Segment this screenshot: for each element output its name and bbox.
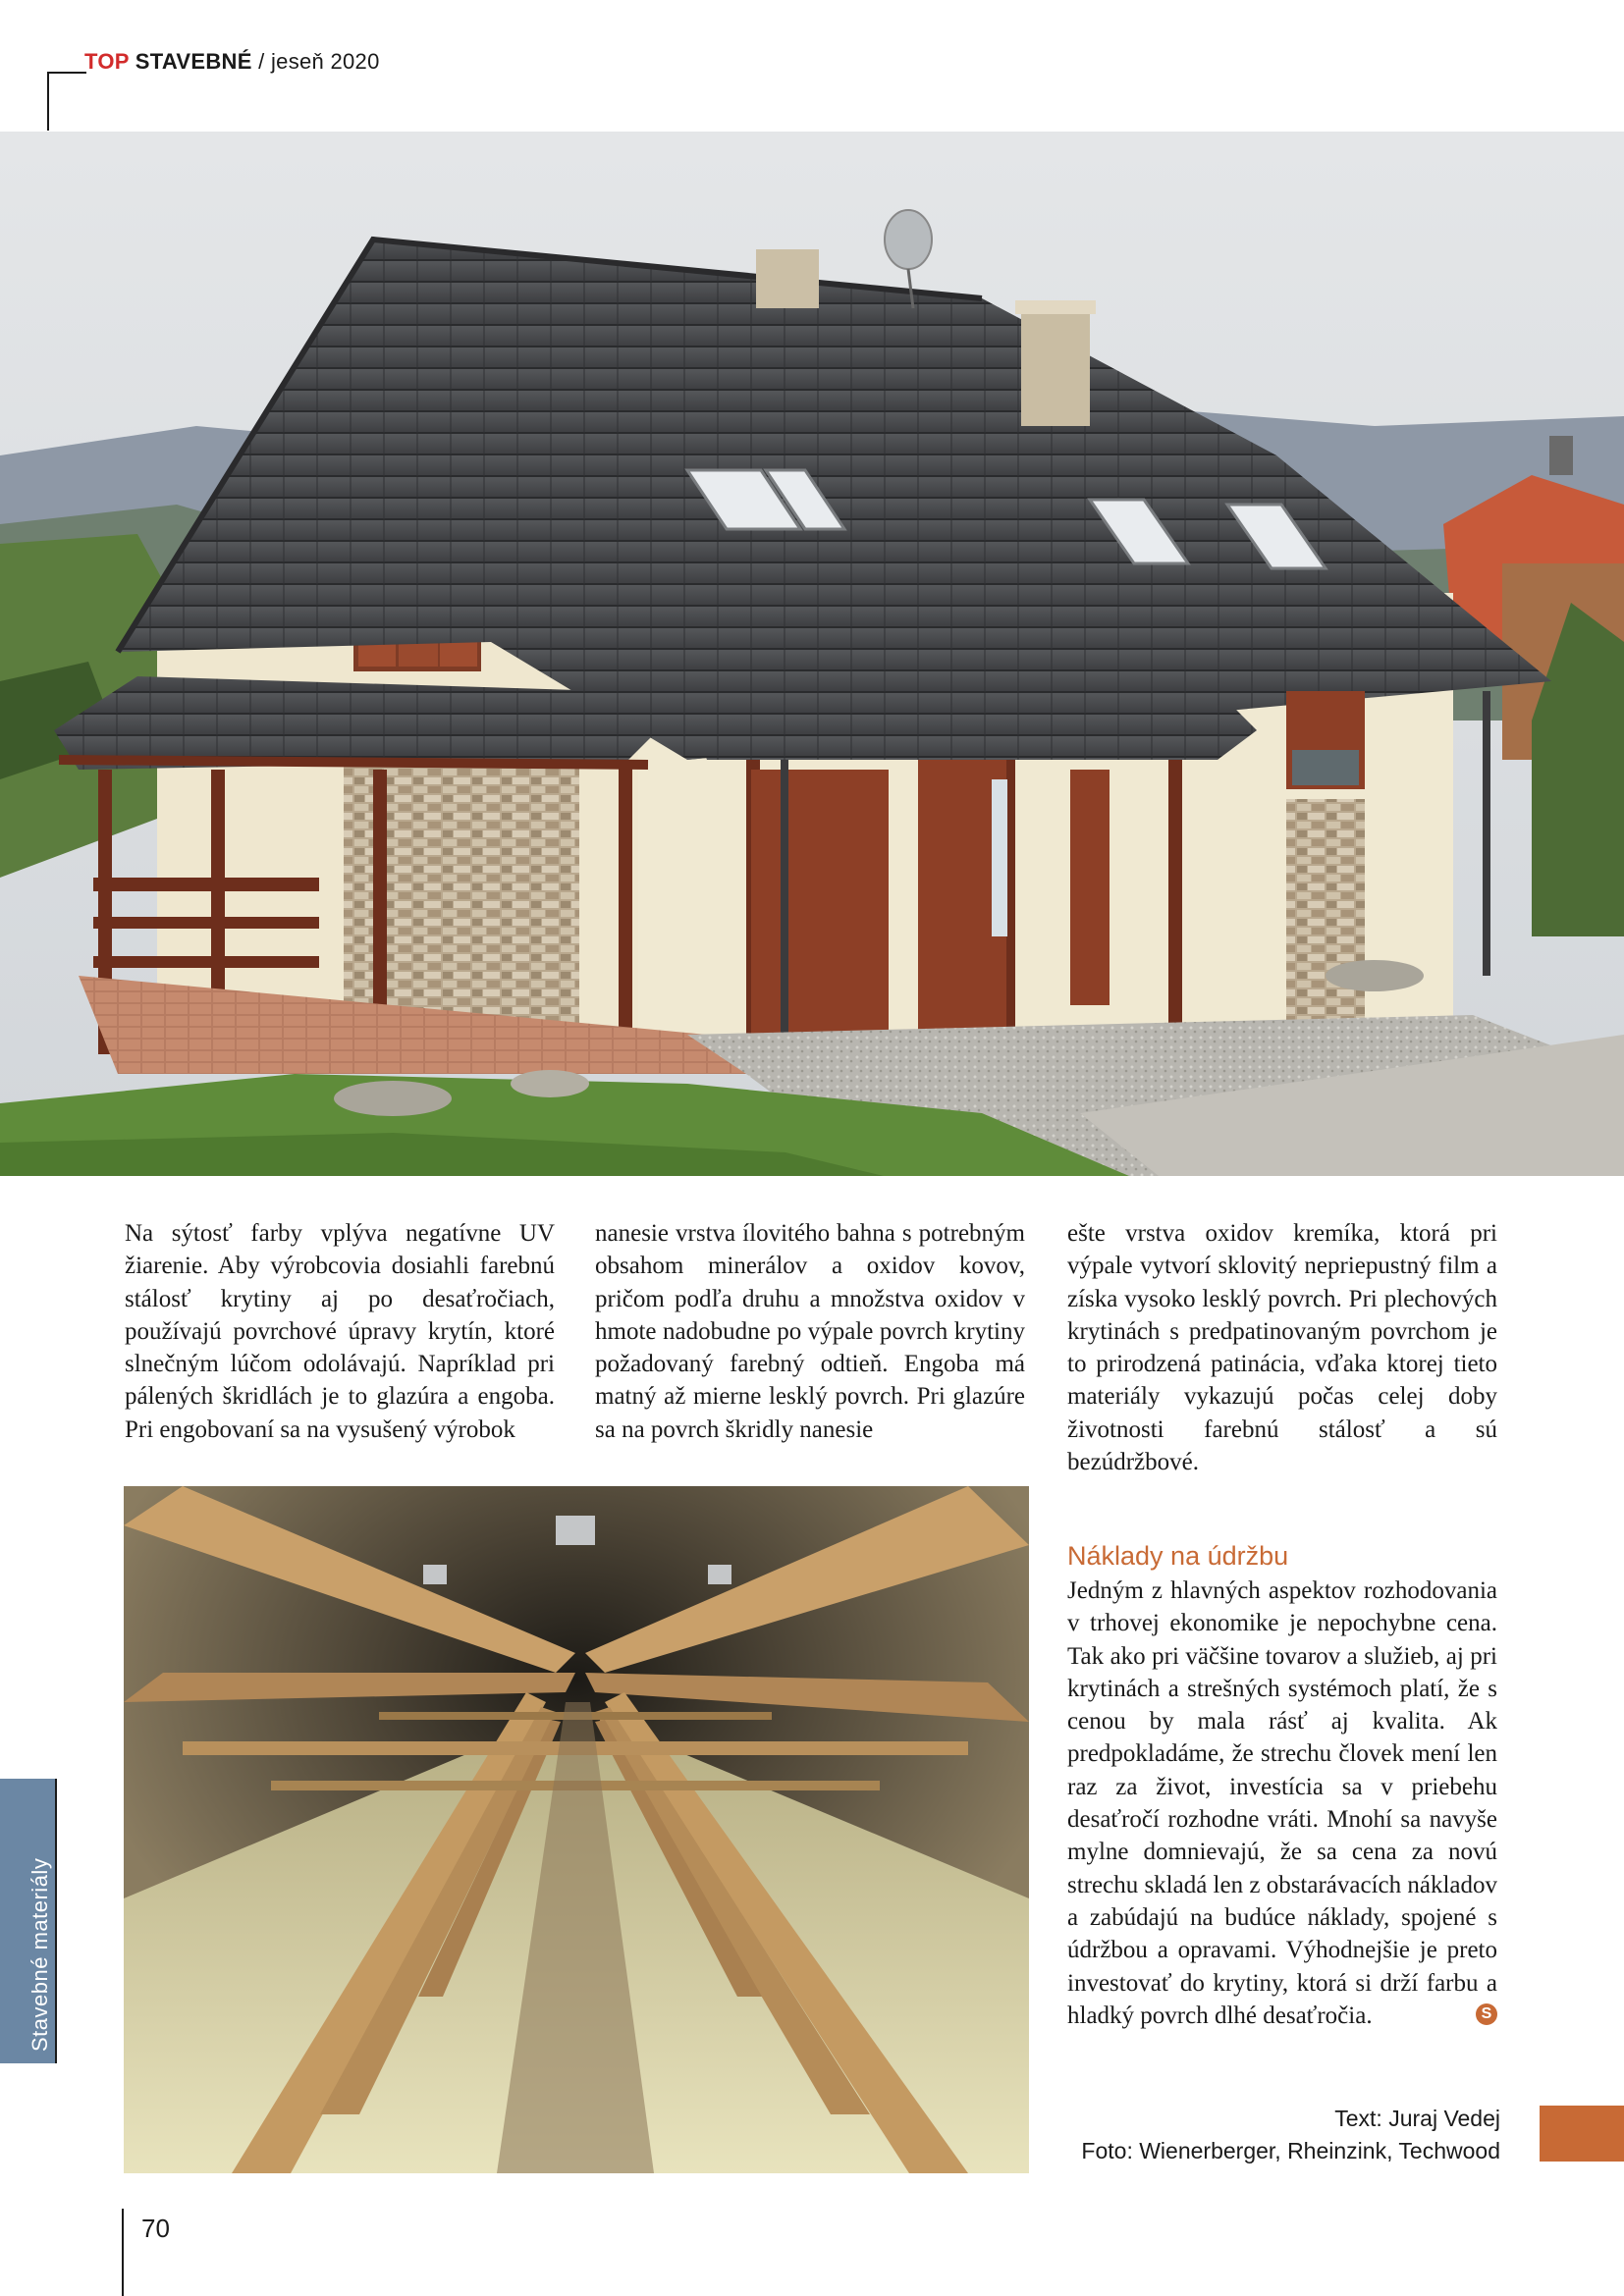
text-credit: Text: Juraj Vedej: [1334, 2106, 1500, 2131]
brand-top: TOP: [84, 49, 130, 74]
header-separator: /: [258, 49, 265, 74]
section-body-text: Jedným z hlavných aspektov rozhodovania v trhovej ekonomike je nepochybne cena. Tak ako pri väčšine tovarov a služieb, aj pri krytinách a strešných systémoch platí, že s cenou by mala rásť aj kvalita. Ak predpokladáme, že strechu človek mení len raz za život, investícia sa v priebehu desaťročí rozhodne vráti. Mnohí sa navyše mylne domnievajú, že sa cena za novú strechu skladá len z obstarávacích nákladov a zabúdajú na budúce náklady, spojené s údržbou a opravami. Výhodnejšie je preto investovať do krytiny, ktorá si drží farbu a hladký povrch dlhé desaťročia.: [1067, 1577, 1498, 2029]
brand-main: STAVEBNÉ: [135, 49, 252, 74]
side-tab-rule: [55, 1779, 57, 2063]
page-number: 70: [141, 2214, 170, 2243]
section-heading: Náklady na údržbu: [1067, 1541, 1289, 1571]
running-header: [84, 49, 380, 75]
photo-credit: Foto: Wienerberger, Rheinzink, Techwood: [1081, 2138, 1500, 2163]
accent-block: [1540, 2106, 1624, 2162]
issue-label: jeseň 2020: [270, 49, 380, 74]
credits: [1081, 2103, 1500, 2167]
body-column-1: Na sýtosť farby vplýva negatívne UV žiarenie. Aby výrobcovia dosiahli farebnú stálosť krytiny aj po desaťročiach, používajú povrchové úpravy krytín, ktoré slnečným lúčom odolávajú. Napríklad pri pálených škridlách je to glazúra a engoba. Pri engobovaní sa na vysušený výrobok: [125, 1220, 555, 1443]
body-column-3: ešte vrstva oxidov kremíka, ktorá pri výpale vytvorí sklovitý nepriepustný film a získa vysoko lesklý povrch. Pri plechových krytinách s predpatinovaným povrchom je to prirodzená patinácia, vďaka ktorej tieto materiály vykazujú počas celej doby životnosti farebnú stálosť a sú bezúdržbové.: [1067, 1220, 1497, 1476]
section-body: [1067, 1575, 1497, 2032]
side-tab-label: Stavebné materiály: [27, 1857, 52, 2052]
end-mark-icon: S: [1476, 2003, 1497, 2025]
body-column-2: nanesie vrstva ílovitého bahna s potrebným obsahom minerálov a oxidov kovov, pričom podľa druhu a množstva oxidov v hmote nadobudne po výpale povrch krytiny požadovaný farebný odtieň. Engoba má matný až mierne lesklý povrch. Pri glazúre sa na povrch škridly nanesie: [595, 1220, 1025, 1443]
house-photo: [0, 132, 1624, 1176]
page-number-rule: [122, 2209, 124, 2296]
attic-photo: [124, 1486, 1029, 2173]
header-rule-horizontal: [47, 72, 86, 74]
header-rule-vertical: [47, 72, 49, 131]
